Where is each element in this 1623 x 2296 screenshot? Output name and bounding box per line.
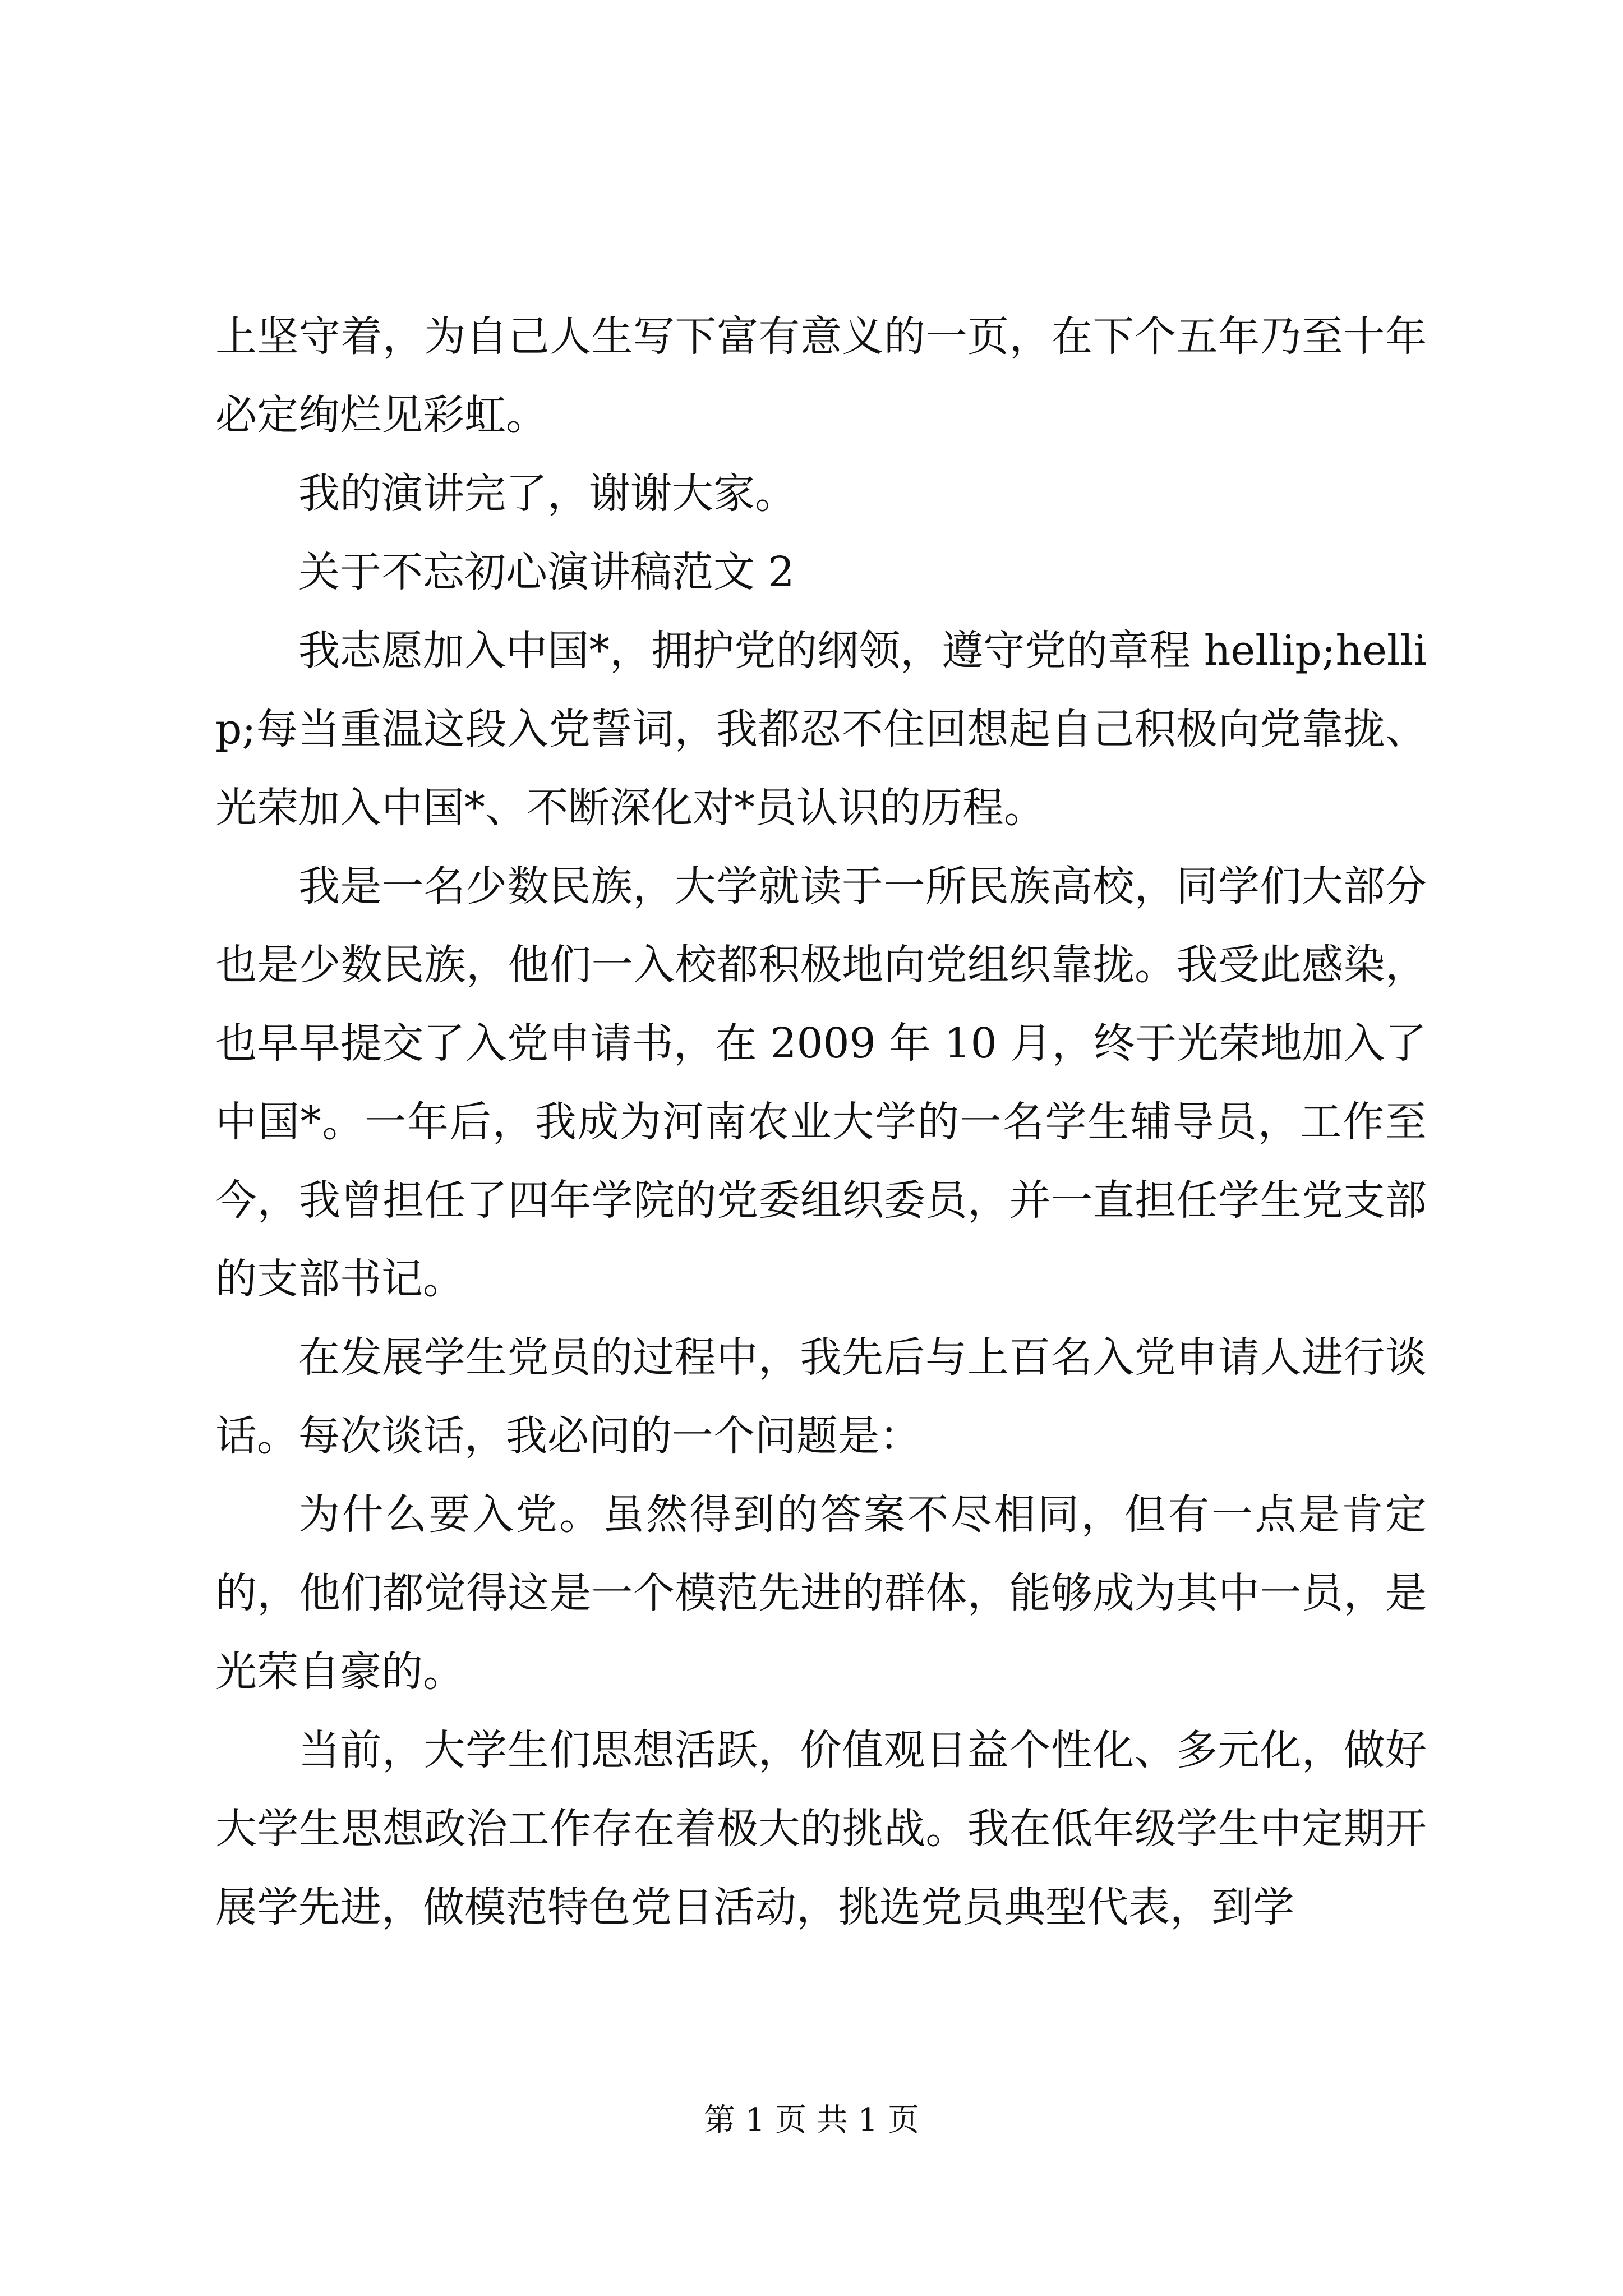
paragraph-challenges: 当前，大学生们思想活跃，价值观日益个性化、多元化，做好大学生思想政治工作存在着极大的挑战。我在低年级学生中定期开展学先进，做模范特色党日活动，挑选党员典型代表，到学 bbox=[215, 1726, 1427, 1931]
paragraph-background: 我是一名少数民族，大学就读于一所民族高校，同学们大部分也是少数民族，他们一入校都积极地向党组织靠拢。我受此感染，也早早提交了入党申请书，在 2009 年 10 月，终于光荣地加入了中国*。一年后，我成为河南农业大学的一名学生辅导员，工作至今，我曾担任了四年学院的党委组织委员，并一直担任学生党支部的支部书记。 bbox=[215, 862, 1427, 1303]
document-body bbox=[215, 297, 1427, 1947]
paragraph-oath: 我志愿加入中国*，拥护党的纲领，遵守党的章程 hellip;hellip;每当重温这段入党誓词，我都忍不住回想起自己积极向党靠拢、光荣加入中国*、不断深化对*员认识的历程。 bbox=[215, 627, 1427, 832]
paragraph-closing-remark: 我的演讲完了，谢谢大家。 bbox=[298, 470, 796, 518]
paragraph-continuation: 上坚守着，为自己人生写下富有意义的一页，在下个五年乃至十年必定绚烂见彩虹。 bbox=[215, 312, 1427, 439]
section-heading: 关于不忘初心演讲稿范文 2 bbox=[298, 548, 795, 596]
page-number-footer: 第 1 页 共 1 页 bbox=[703, 2102, 920, 2138]
paragraph-reasons: 为什么要入党。虽然得到的答案不尽相同，但有一点是肯定的，他们都觉得这是一个模范先进的群体，能够成为其中一员，是光荣自豪的。 bbox=[215, 1490, 1427, 1696]
paragraph-interviews: 在发展学生党员的过程中，我先后与上百名入党申请人进行谈话。每次谈话，我必问的一个问题是： bbox=[215, 1333, 1427, 1460]
